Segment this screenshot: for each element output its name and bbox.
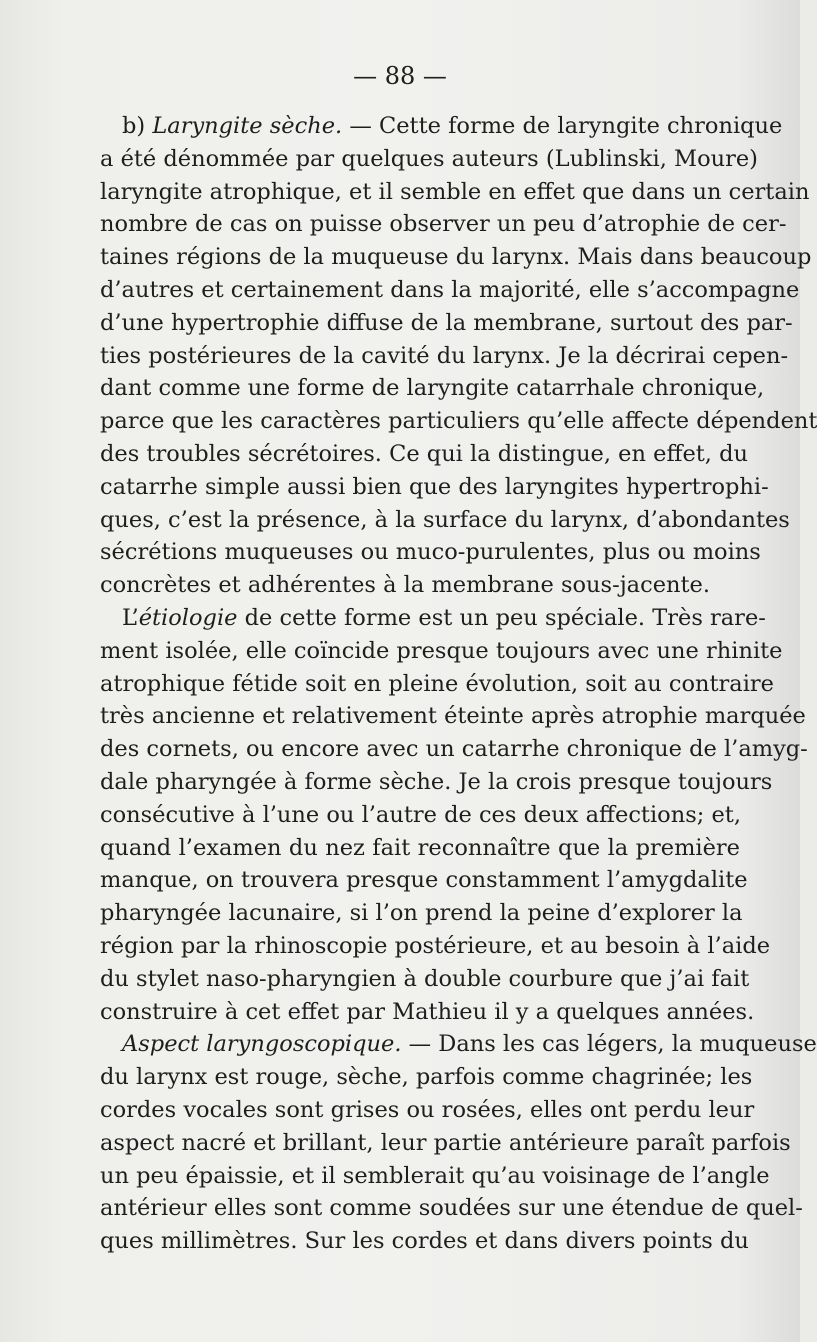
text-run: un peu épaissie, et il semblerait qu’au voisinage de l’angle	[100, 1162, 770, 1189]
italic-run: étiologie	[138, 604, 238, 631]
text-line	[100, 1061, 753, 1094]
page-number: — 88 —	[353, 62, 447, 90]
text-line	[100, 930, 771, 963]
text-line	[100, 340, 789, 373]
text-line	[100, 1160, 770, 1193]
text-line	[100, 766, 773, 799]
paragraph	[100, 110, 817, 602]
text-line	[100, 864, 748, 897]
text-line	[100, 1028, 817, 1061]
paragraph	[100, 602, 808, 1028]
text-run: quand l’examen du nez fait reconnaître que la première	[100, 834, 740, 861]
italic-run: Laryngite sèche.	[152, 113, 343, 139]
text-line	[100, 208, 787, 241]
text-run: aspect nacré et brillant, leur partie antérieure paraît parfois	[100, 1129, 791, 1156]
text-run: sécrétions muqueuses ou muco-purulentes, plus ou moins	[100, 539, 761, 566]
text-line	[100, 307, 793, 340]
text-line	[100, 897, 743, 930]
text-run: d’autres et certainement dans la majorité, elle s’accompagne	[100, 276, 800, 303]
text-line	[100, 700, 806, 733]
text-line	[100, 832, 740, 865]
text-line	[100, 996, 755, 1029]
text-line	[100, 110, 783, 143]
text-run: d’une hypertrophie diffuse de la membrane, surtout des par-	[100, 309, 793, 336]
text-run: a été dénommée par quelques auteurs (Lublinski, Moure)	[100, 145, 758, 172]
text-run: manque, on trouvera presque constamment l’amygdalite	[100, 867, 748, 894]
text-run: — Cette forme de laryngite chronique	[342, 113, 783, 139]
text-run: ques, c’est la présence, à la surface du larynx, d’abondantes	[100, 506, 790, 533]
text-run: pharyngée lacunaire, si l’on prend la peine d’explorer la	[100, 900, 743, 927]
text-line	[100, 635, 783, 668]
text-run: laryngite atrophique, et il semble en effet que dans un certain	[100, 178, 810, 205]
text-line	[100, 274, 800, 307]
text-run: ties postérieures de la cavité du larynx. Je la décrirai cepen-	[100, 342, 789, 369]
text-run: des troubles sécrétoires. Ce qui la distingue, en effet, du	[100, 440, 748, 467]
text-line	[100, 1127, 791, 1160]
text-line	[100, 1094, 755, 1127]
text-line	[100, 372, 765, 405]
text-run: L’	[122, 604, 139, 631]
text-run: de cette forme est un peu spéciale. Très rare-	[237, 604, 766, 631]
text-run: région par la rhinoscopie postérieure, et au besoin à l’aide	[100, 932, 771, 959]
text-run: très ancienne et relativement éteinte après atrophie marquée	[100, 703, 806, 730]
text-run: atrophique fétide soit en pleine évolution, soit au contraire	[100, 670, 774, 697]
text-line	[100, 1225, 749, 1258]
text-run: nombre de cas on puisse observer un peu d’atrophie de cer-	[100, 211, 787, 238]
text-line	[100, 143, 758, 176]
text-run: antérieur elles sont comme soudées sur une étendue de quel-	[100, 1195, 803, 1222]
text-run: b)	[122, 113, 153, 139]
text-line	[100, 733, 808, 766]
text-run: concrètes et adhérentes à la membrane sous-jacente.	[100, 572, 711, 599]
text-run: des cornets, ou encore avec un catarrhe chronique de l’amyg-	[100, 736, 808, 763]
text-run: dale pharyngée à forme sèche. Je la crois presque toujours	[100, 768, 773, 795]
text-line	[100, 602, 766, 635]
text-run: ques millimètres. Sur les cordes et dans divers points du	[100, 1228, 749, 1255]
text-line	[100, 405, 817, 438]
text-run: du stylet naso-pharyngien à double courbure que j’ai fait	[100, 965, 750, 992]
paragraph	[100, 1028, 817, 1258]
text-run: — Dans les cas légers, la muqueuse	[401, 1031, 817, 1058]
text-line	[100, 536, 761, 569]
text-line	[100, 504, 790, 537]
text-run: consécutive à l’une ou l’autre de ces deux affections; et,	[100, 801, 741, 828]
text-line	[100, 1192, 803, 1225]
text-run: cordes vocales sont grises ou rosées, elles ont perdu leur	[100, 1096, 755, 1123]
text-run: ment isolée, elle coïncide presque toujours avec une rhinite	[100, 637, 783, 664]
text-run: parce que les caractères particuliers qu’elle affecte dépendent	[100, 408, 817, 435]
text-line	[100, 471, 769, 504]
text-line	[100, 438, 748, 471]
text-run: catarrhe simple aussi bien que des laryngites hypertrophi-	[100, 473, 769, 500]
text-line	[100, 241, 812, 274]
text-run: dant comme une forme de laryngite catarrhale chronique,	[100, 375, 765, 402]
text-line	[100, 963, 750, 996]
italic-run: Aspect laryngoscopique.	[122, 1031, 402, 1058]
text-run: taines régions de la muqueuse du larynx. Mais dans beaucoup	[100, 244, 812, 271]
body-text	[100, 110, 817, 1258]
text-line	[100, 668, 774, 701]
text-run: construire à cet effet par Mathieu il y a quelques années.	[100, 998, 755, 1025]
text-line	[100, 799, 740, 832]
text-run: du larynx est rouge, sèche, parfois comme chagrinée; les	[100, 1064, 753, 1091]
text-line	[100, 176, 810, 209]
text-line	[100, 569, 740, 602]
